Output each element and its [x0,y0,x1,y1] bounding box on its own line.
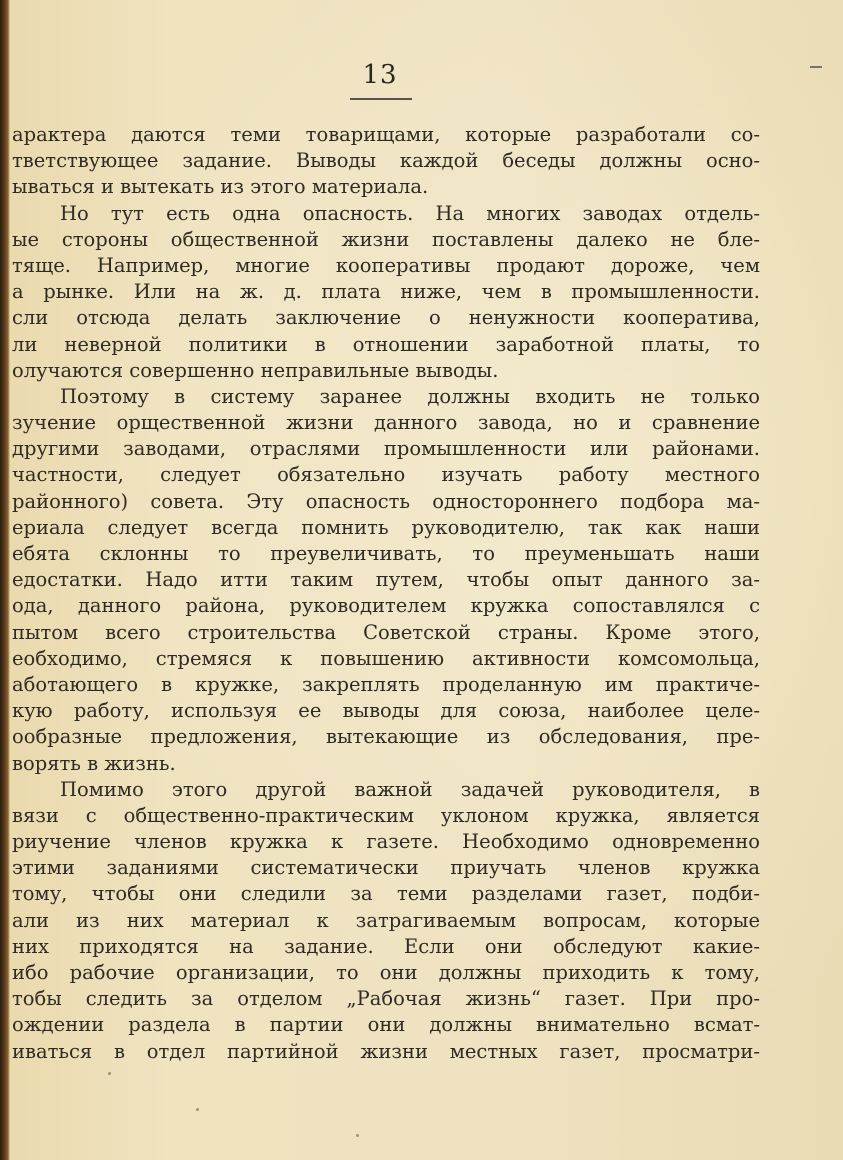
text-line: ворять в жизнь. [12,751,176,775]
text-line: ериала следует всегда помнить руководителю, так как наши [12,515,760,539]
text-line: них приходятся на задание. Если они обследуют какие- [12,934,760,958]
text-line: арактера даются теми товарищами, которые разработали со- [12,123,760,146]
text-line: ли неверной политики в отношении заработной платы, то [12,332,760,356]
text-line: тому, чтобы они следили за теми разделами газет, подби- [12,882,760,906]
page-number-underline [350,98,412,100]
text-line: частности, следует обязательно изучать работу местного [12,463,760,487]
text-line: ебята склонны то преувеличивать, то преуменьшать наши [12,542,760,565]
text-line: пытом всего строительства Советской страны. Кроме этого, [12,620,760,644]
page-binding-edge [0,0,10,1160]
text-line: Помимо этого другой важной задачей руководителя, в [60,777,760,801]
text-line: едостатки. Надо итти таким путем, чтобы опыт данного за- [12,568,760,592]
text-line: Поэтому в систему заранее должны входить не только [60,384,760,408]
paper-speck [196,1108,199,1111]
text-line: Но тут есть одна опасность. На многих заводах отдель- [60,201,760,225]
text-line: вязи с общественно-практическим уклоном кружка, является [12,803,760,827]
text-line: районного) совета. Эту опасность одностороннего подбора ма- [12,489,760,513]
paper-speck [108,1072,111,1075]
text-line: кую работу, используя ее выводы для союза, наиболее целе- [12,699,760,723]
text-line: риучение членов кружка к газете. Необходимо одновременно [12,830,760,854]
body-text [12,122,760,1065]
text-line: аботающего в кружке, закреплять проделанную им практиче- [12,672,760,696]
text-line: али из них материал к затрагиваемым вопросам, которые [12,908,760,932]
text-line: тяще. Например, многие кооперативы продают дороже, чем [12,253,760,277]
text-line: сли отсюда делать заключение о ненужности кооператива, [12,306,760,330]
text-line: ываться и вытекать из этого материала. [12,175,429,199]
text-line: ода, данного района, руководителем кружка сопоставлялся с [12,594,760,618]
text-line: а рынке. Или на ж. д. плата ниже, чем в промышленности. [12,280,760,304]
text-line: этими заданиями систематически приучать членов кружка [12,856,760,880]
text-line: ибо рабочие организации, то они должны приходить к тому, [12,961,760,984]
text-line: ые стороны общественной жизни поставлены далеко не бле- [12,227,760,251]
text-line: зучение орщественной жизни данного завода, но и сравнение [12,411,760,435]
text-line: тветствующее задание. Выводы каждой беседы должны осно- [12,149,760,173]
text-line: другими заводами, отраслями промышленности или районами. [12,437,760,461]
paper-speck [356,1134,359,1137]
corner-mark [810,66,822,68]
text-line: олучаются совершенно неправильные выводы. [12,358,499,382]
text-line: иваться в отдел партийной жизни местных газет, просматри- [12,1039,760,1063]
text-line: ождении раздела в партии они должны внимательно всмат- [12,1013,760,1037]
text-line: ообразные предложения, вытекающие из обследования, пре- [12,725,760,749]
page-number: 13 [362,60,398,90]
text-line: тобы следить за отделом „Рабочая жизнь“ газет. При про- [12,987,760,1011]
text-line: еобходимо, стремяся к повышению активности комсомольца, [12,646,760,670]
